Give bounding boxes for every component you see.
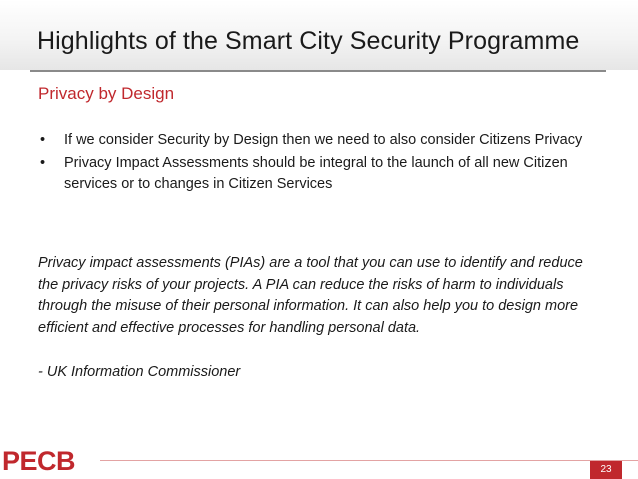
bullet-marker: • [40,132,46,148]
slide-title: Highlights of the Smart City Security Programme [37,27,580,55]
pecb-logo-text: PECB [2,446,76,474]
bullet-list [38,130,603,197]
footer-divider [100,460,638,461]
bullet-text: If we consider Security by Design then we need to also consider Citizens Privacy [64,132,583,148]
page-number: 23 [590,461,622,479]
pecb-logo [2,446,98,474]
bullet-item [38,130,603,151]
title-divider [30,70,606,72]
pia-quote: Privacy impact assessments (PIAs) are a tool that you can use to identify and reduce the privacy risks of your projects. A PIA can reduce the risks of harm to individuals through the misuse of their personal information. It can also help you to design more efficient and effective processes for handling personal data. [38,255,583,336]
bullet-item [38,153,603,195]
quote-attribution: - UK Information Commissioner [38,364,241,380]
bullet-marker: • [40,155,46,171]
bullet-text: Privacy Impact Assessments should be integral to the launch of all new Citizen services or to changes in Citizen Services [64,155,568,192]
section-subtitle: Privacy by Design [38,84,175,103]
